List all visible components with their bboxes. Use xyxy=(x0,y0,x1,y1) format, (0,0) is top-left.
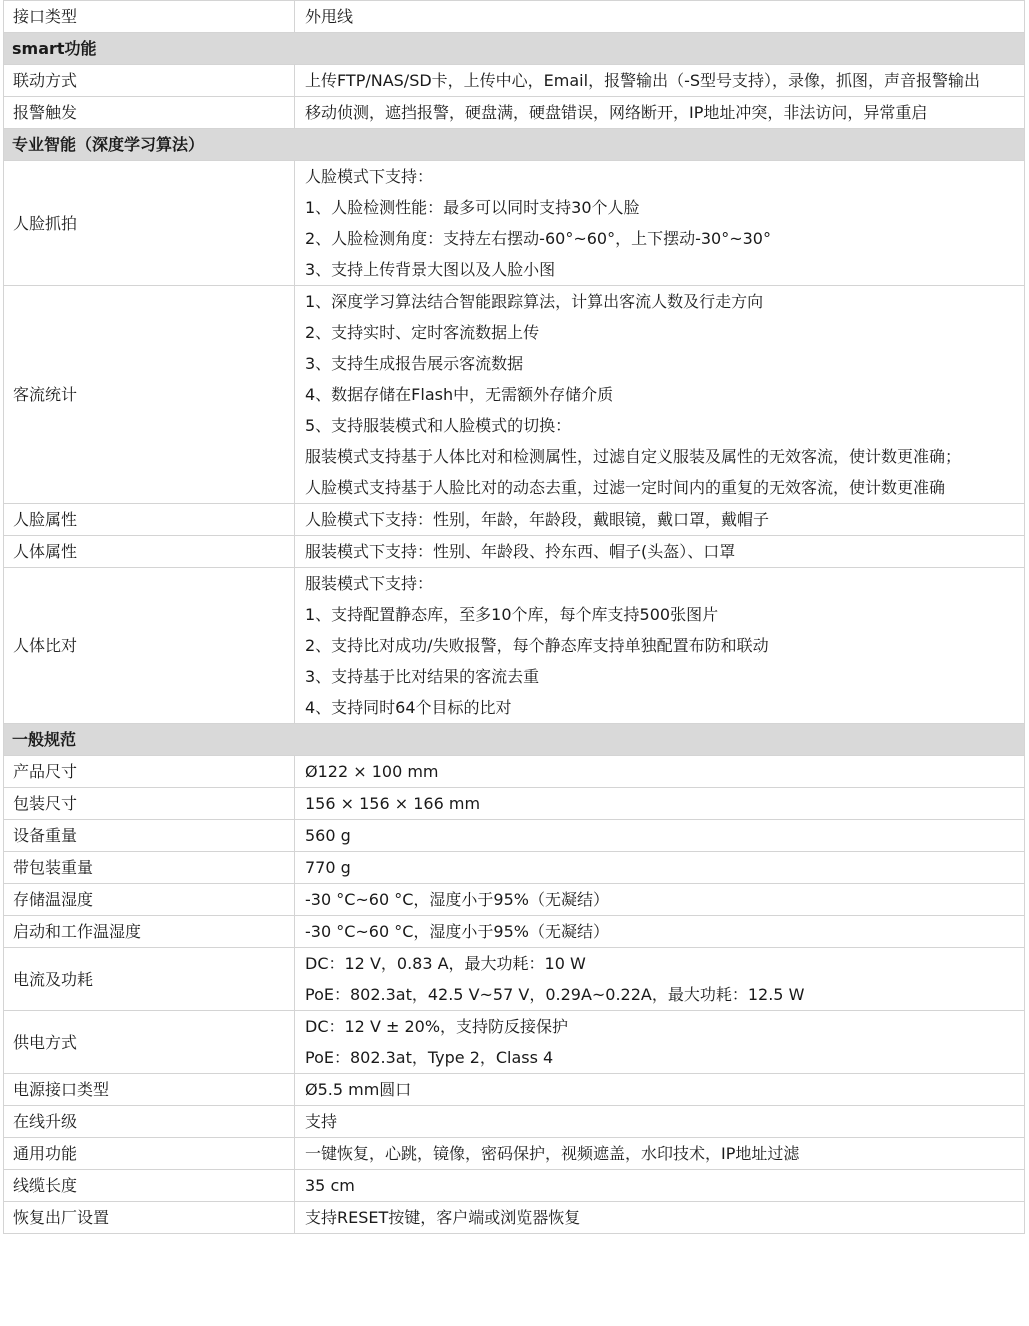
spec-row xyxy=(4,568,1025,724)
spec-label: 设备重量 xyxy=(4,820,295,852)
spec-value xyxy=(295,852,1025,884)
spec-label: 在线升级 xyxy=(4,1106,295,1138)
spec-row xyxy=(4,161,1025,286)
spec-value-line: 4、数据存储在Flash中，无需额外存储介质 xyxy=(305,385,614,404)
spec-value-line: 156 × 156 × 166 mm xyxy=(305,794,481,813)
spec-value-line: 人脸模式下支持： xyxy=(305,167,434,186)
spec-label: 人脸属性 xyxy=(4,504,295,536)
spec-value xyxy=(295,1202,1025,1234)
spec-value xyxy=(295,504,1025,536)
spec-value xyxy=(295,97,1025,129)
spec-row xyxy=(4,1170,1025,1202)
spec-value xyxy=(295,1170,1025,1202)
spec-value-line: 2、支持实时、定时客流数据上传 xyxy=(305,323,540,342)
spec-value xyxy=(295,1011,1025,1074)
spec-value-line: 3、支持上传背景大图以及人脸小图 xyxy=(305,260,556,279)
spec-value xyxy=(295,161,1025,286)
spec-value-line: -30 °C~60 °C，湿度小于95%（无凝结） xyxy=(305,890,609,909)
spec-value-line: 服装模式下支持： xyxy=(305,574,434,593)
spec-row xyxy=(4,756,1025,788)
section-title: smart功能 xyxy=(4,33,1025,65)
spec-value xyxy=(295,286,1025,504)
spec-row xyxy=(4,884,1025,916)
spec-label: 带包装重量 xyxy=(4,852,295,884)
spec-value-line: 移动侦测，遮挡报警，硬盘满，硬盘错误，网络断开，IP地址冲突，非法访问，异常重启 xyxy=(305,103,928,122)
spec-label: 恢复出厂设置 xyxy=(4,1202,295,1234)
spec-value xyxy=(295,65,1025,97)
spec-row xyxy=(4,788,1025,820)
spec-label: 电流及功耗 xyxy=(4,948,295,1011)
spec-value-line: 35 cm xyxy=(305,1176,355,1195)
spec-value xyxy=(295,820,1025,852)
spec-value-line: 2、支持比对成功/失败报警，每个静态库支持单独配置布防和联动 xyxy=(305,636,769,655)
spec-label: 接口类型 xyxy=(4,1,295,33)
spec-row xyxy=(4,65,1025,97)
spec-value-line: 770 g xyxy=(305,858,351,877)
spec-label: 存储温湿度 xyxy=(4,884,295,916)
spec-value-line: Ø5.5 mm圆口 xyxy=(305,1080,412,1099)
spec-value-line: 人脸模式支持基于人脸比对的动态去重，过滤一定时间内的重复的无效客流，使计数更准确 xyxy=(305,478,946,497)
spec-row xyxy=(4,1106,1025,1138)
spec-value-line: 3、支持基于比对结果的客流去重 xyxy=(305,667,540,686)
spec-value-line: -30 °C~60 °C，湿度小于95%（无凝结） xyxy=(305,922,609,941)
spec-value-line: 上传FTP/NAS/SD卡，上传中心，Email，报警输出（-S型号支持），录像，抓图，声音报警输出 xyxy=(305,71,980,90)
spec-value-line: Ø122 × 100 mm xyxy=(305,762,439,781)
spec-value xyxy=(295,916,1025,948)
spec-row xyxy=(4,504,1025,536)
spec-value-line: 560 g xyxy=(305,826,351,845)
spec-value-line: 外甩线 xyxy=(305,7,354,26)
spec-value xyxy=(295,756,1025,788)
section-header-row xyxy=(4,129,1025,161)
section-header-row xyxy=(4,724,1025,756)
spec-value xyxy=(295,1074,1025,1106)
section-header-row xyxy=(4,33,1025,65)
spec-value-line: 支持RESET按键，客户端或浏览器恢复 xyxy=(305,1208,581,1227)
spec-label: 人脸抓拍 xyxy=(4,161,295,286)
spec-value xyxy=(295,536,1025,568)
spec-row xyxy=(4,536,1025,568)
spec-row xyxy=(4,820,1025,852)
spec-label: 包装尺寸 xyxy=(4,788,295,820)
spec-row xyxy=(4,916,1025,948)
spec-table xyxy=(3,0,1025,1234)
spec-value-line: 服装模式下支持：性别、年龄段、拎东西、帽子(头盔）、口罩 xyxy=(305,542,736,561)
spec-value-line: PoE：802.3at，Type 2，Class 4 xyxy=(305,1048,554,1067)
spec-value-line: 一键恢复，心跳，镜像，密码保护，视频遮盖，水印技术，IP地址过滤 xyxy=(305,1144,800,1163)
spec-row xyxy=(4,1138,1025,1170)
spec-value-line: 服装模式支持基于人体比对和检测属性，过滤自定义服装及属性的无效客流，使计数更准确； xyxy=(305,447,962,466)
spec-value-line: 人脸模式下支持：性别，年龄，年龄段，戴眼镜，戴口罩，戴帽子 xyxy=(305,510,770,529)
spec-label: 启动和工作温湿度 xyxy=(4,916,295,948)
spec-label: 人体属性 xyxy=(4,536,295,568)
spec-value-line: DC：12 V ± 20%，支持防反接保护 xyxy=(305,1017,569,1036)
spec-value-line: 1、人脸检测性能：最多可以同时支持30个人脸 xyxy=(305,198,640,217)
spec-label: 联动方式 xyxy=(4,65,295,97)
spec-value-line: 5、支持服装模式和人脸模式的切换： xyxy=(305,416,572,435)
spec-value xyxy=(295,1138,1025,1170)
spec-value-line: 3、支持生成报告展示客流数据 xyxy=(305,354,524,373)
spec-row xyxy=(4,1,1025,33)
spec-table-body xyxy=(4,1,1025,1234)
spec-value-line: PoE：802.3at，42.5 V~57 V，0.29A~0.22A，最大功耗：12.5 W xyxy=(305,985,805,1004)
spec-value-line: 2、人脸检测角度：支持左右摆动-60°~60°，上下摆动-30°~30° xyxy=(305,229,771,248)
spec-label: 通用功能 xyxy=(4,1138,295,1170)
spec-value xyxy=(295,568,1025,724)
spec-label: 报警触发 xyxy=(4,97,295,129)
spec-label: 人体比对 xyxy=(4,568,295,724)
spec-label: 产品尺寸 xyxy=(4,756,295,788)
spec-row xyxy=(4,1011,1025,1074)
spec-value-line: 4、支持同时64个目标的比对 xyxy=(305,698,512,717)
spec-value xyxy=(295,1,1025,33)
spec-value xyxy=(295,884,1025,916)
spec-row xyxy=(4,1074,1025,1106)
spec-value-line: DC：12 V，0.83 A，最大功耗：10 W xyxy=(305,954,586,973)
spec-value-line: 1、支持配置静态库，至多10个库，每个库支持500张图片 xyxy=(305,605,719,624)
section-title: 一般规范 xyxy=(4,724,1025,756)
spec-row xyxy=(4,852,1025,884)
spec-value-line: 支持 xyxy=(305,1112,338,1131)
spec-row xyxy=(4,97,1025,129)
section-title: 专业智能（深度学习算法） xyxy=(4,129,1025,161)
spec-row xyxy=(4,1202,1025,1234)
spec-label: 线缆长度 xyxy=(4,1170,295,1202)
spec-label: 客流统计 xyxy=(4,286,295,504)
spec-value xyxy=(295,948,1025,1011)
spec-value xyxy=(295,788,1025,820)
spec-label: 供电方式 xyxy=(4,1011,295,1074)
spec-value-line: 1、深度学习算法结合智能跟踪算法，计算出客流人数及行走方向 xyxy=(305,292,764,311)
spec-label: 电源接口类型 xyxy=(4,1074,295,1106)
spec-value xyxy=(295,1106,1025,1138)
spec-row xyxy=(4,286,1025,504)
spec-row xyxy=(4,948,1025,1011)
